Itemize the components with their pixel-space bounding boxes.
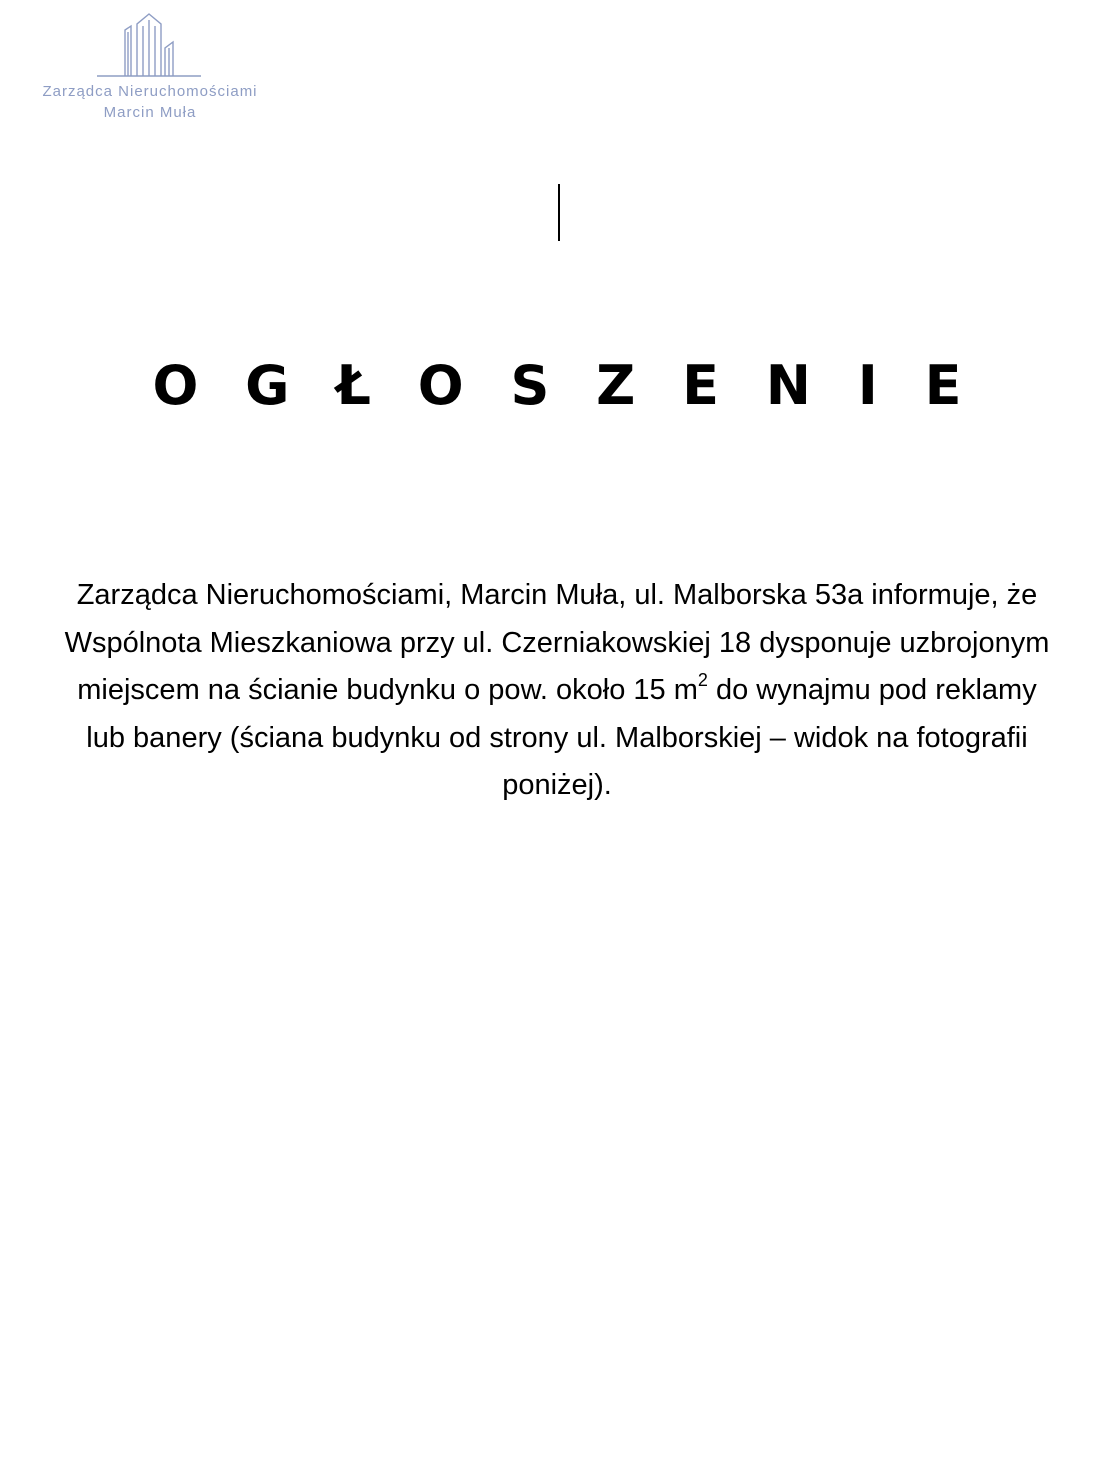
document-title: O G Ł O S Z E N I E: [152, 354, 976, 417]
area-unit-superscript: 2: [697, 670, 708, 691]
paragraph-text-part2: do wynajmu pod reklamy lub banery (ściana budynku od strony ul. Malborskiej – widok na fotografii poniżej).: [86, 674, 1037, 801]
buildings-icon: [95, 10, 205, 80]
text-cursor: [558, 184, 560, 241]
logo-owner-name: Marcin Muła: [103, 104, 197, 121]
paragraph-text-part1: Zarządca Nieruchomościami, Marcin Muła, ul. Malborska 53a informuje, że Wspólnota Mieszkaniowa przy ul. Czerniakowskiej 18 dysponuje uzbrojonym miejscem na ścianie budynku o pow. około 15 m: [64, 579, 1050, 706]
logo-company-name: Zarządca Nieruchomościami: [42, 83, 258, 100]
company-logo: [20, 10, 280, 123]
announcement-paragraph: [60, 572, 1054, 810]
